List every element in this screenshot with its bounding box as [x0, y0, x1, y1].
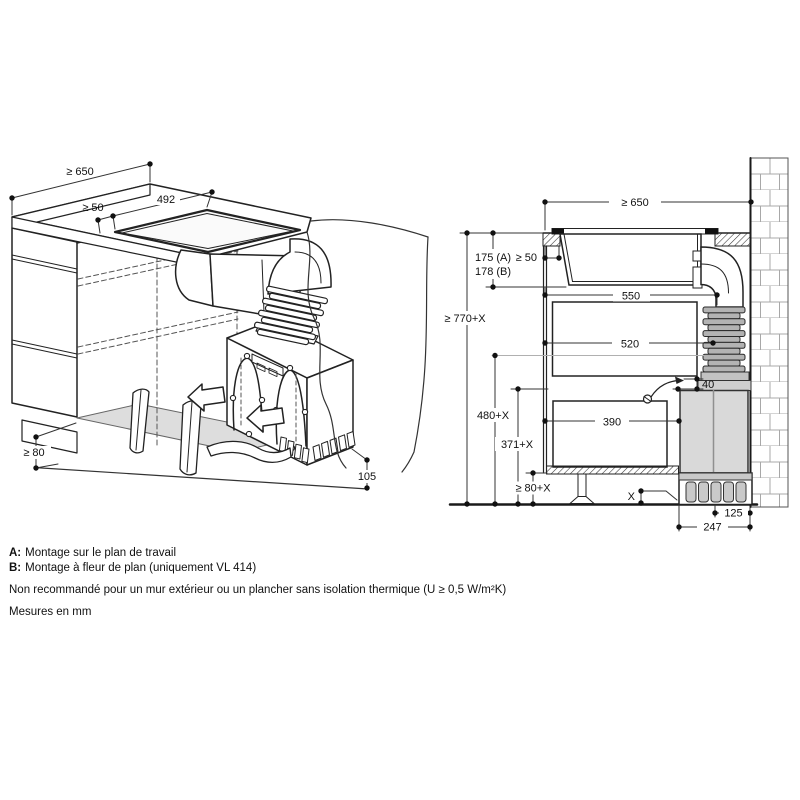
dim-duct-offset: 125 [724, 507, 743, 520]
dim-front-clearance-iso: ≥ 50 [82, 202, 104, 214]
dim-cutout-depth-iso: 492 [156, 194, 176, 206]
dim-duct-depth: 247 [703, 521, 722, 534]
dim-niche-width-mid: 520 [620, 338, 640, 351]
ground-line [34, 468, 368, 490]
duct-shaft [680, 372, 751, 473]
dim-worktop-depth-iso: ≥ 650 [66, 166, 94, 178]
note-warning: Non recommandé pour un mur extérieur ou un plancher sans isolation thermique (U ≥ 0,5 W/m²K) [9, 584, 507, 596]
brick-wall [751, 158, 789, 507]
dim-duct-height: 480+X [476, 410, 510, 422]
note-units: Mesures en mm [9, 606, 92, 618]
elbow-duct [268, 239, 331, 294]
cabinet-leg [578, 474, 586, 497]
note-a-key: A: [9, 547, 22, 559]
dim-plinth-height-section: ≥ 80+X [515, 482, 551, 495]
dim-total-height: ≥ 770+X [444, 313, 486, 325]
dim-inner-height: 371+X [500, 439, 534, 451]
note-mounting-b [9, 562, 256, 574]
note-b-key: B: [9, 562, 22, 574]
section-view [437, 158, 788, 534]
plinth-grille-section [679, 473, 752, 505]
note-b-text: Montage à fleur de plan (uniquement VL 414) [25, 562, 257, 574]
dim-hob-depth-b: 178 (B) [474, 266, 512, 278]
note-mounting-a [9, 547, 176, 559]
dim-plinth-height-iso: ≥ 80 [23, 447, 45, 459]
dim-front-clearance-section: ≥ 50 [515, 252, 537, 264]
dim-niche-width-bottom: 390 [602, 416, 622, 429]
dim-worktop-depth-section: ≥ 650 [621, 197, 649, 209]
cabinet-front-drawers [12, 228, 77, 453]
dim-clip-gap: 40 [702, 379, 715, 391]
isometric-view [9, 161, 428, 490]
note-a-text: Montage sur le plan de travail [25, 547, 177, 559]
corrugated-hose-section [703, 307, 745, 372]
dim-grille-height-iso: 105 [357, 471, 377, 483]
dim-recess-x: X [627, 491, 635, 503]
blower-box-section [553, 401, 667, 467]
elbow-section [693, 247, 743, 307]
dim-niche-width-top: 550 [621, 290, 641, 303]
dim-hob-depth-a: 175 (A) [474, 252, 512, 264]
